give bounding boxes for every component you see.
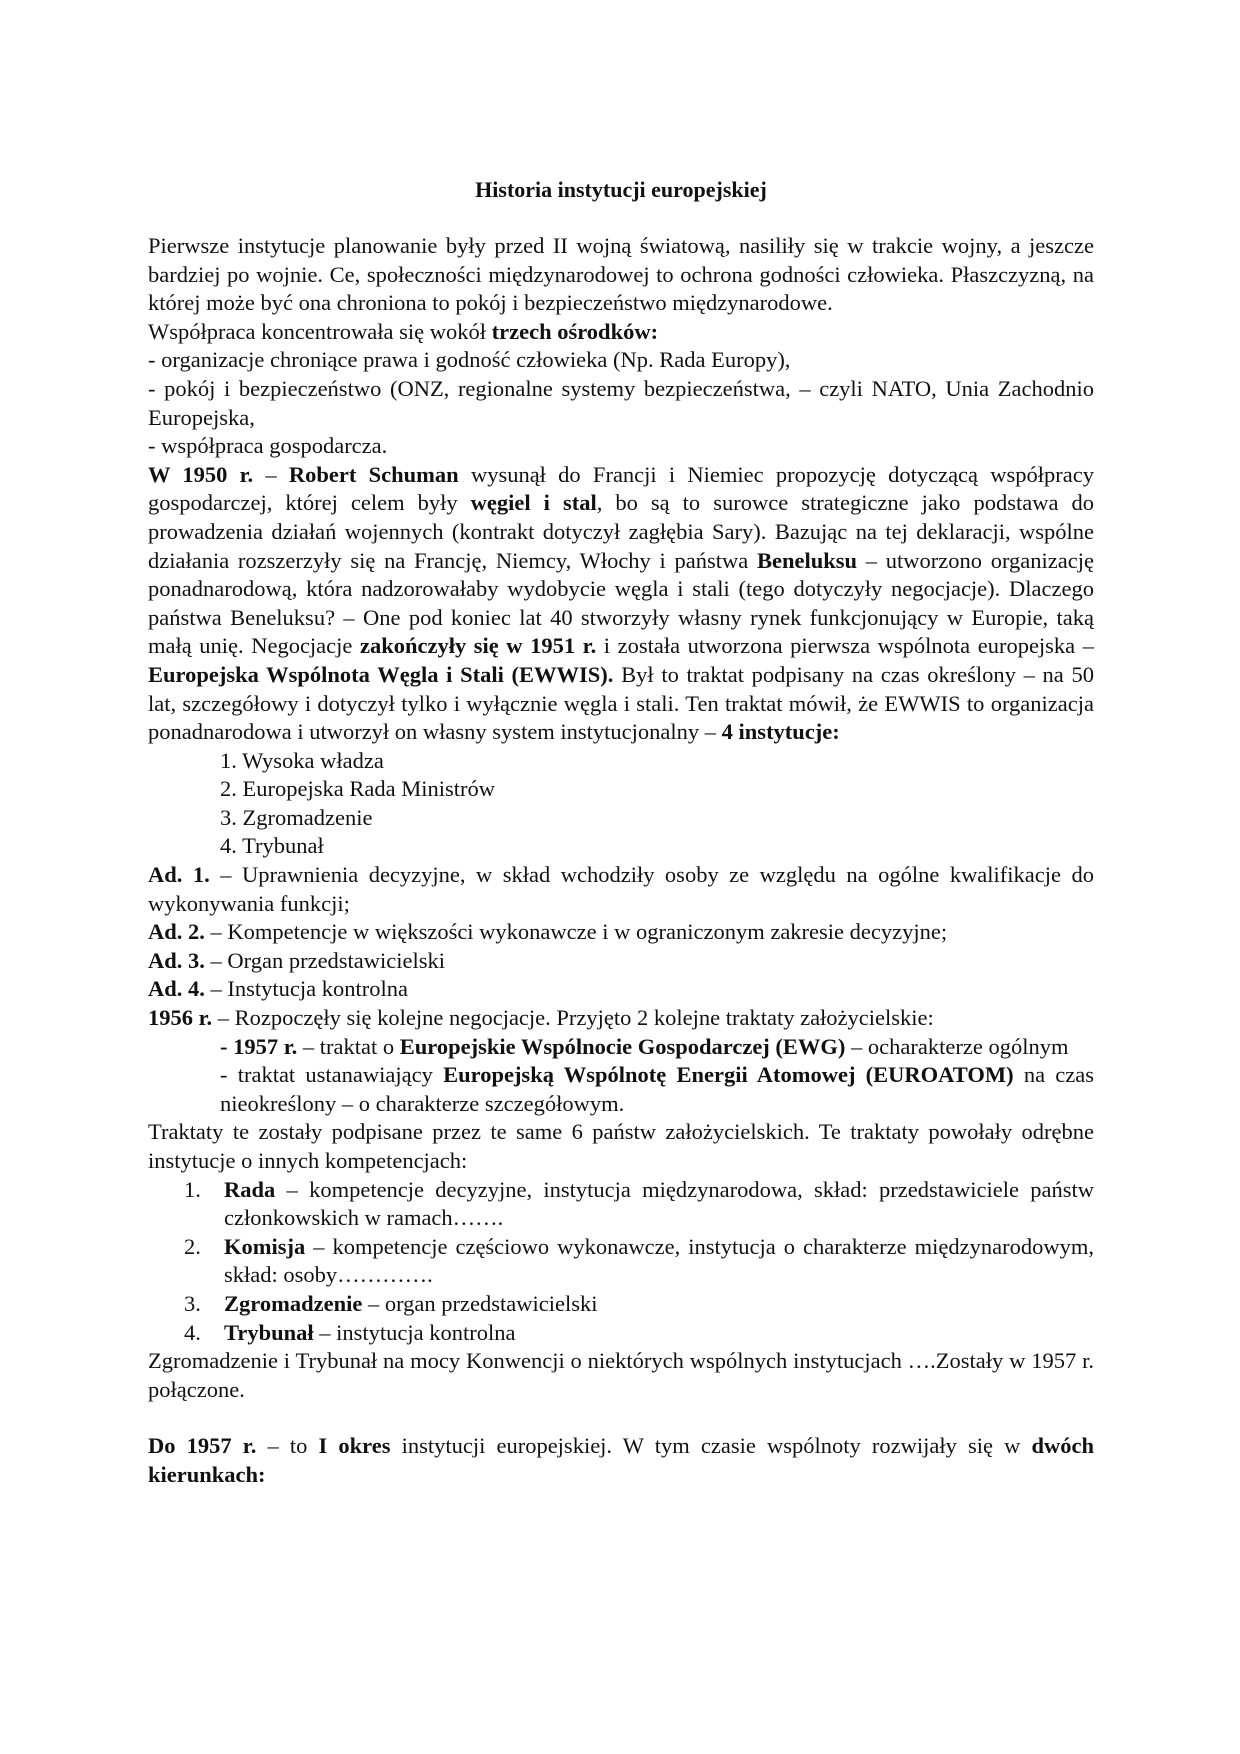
convention-paragraph: Zgromadzenie i Trybunał na mocy Konwencji o niektórych wspólnych instytucjach ….Zostały w 1957 r. połączone. xyxy=(148,1348,1094,1402)
text-run: – Rozpoczęły się kolejne negocjacje. Przyjęto 2 kolejne traktaty założycielskie: xyxy=(212,1005,934,1031)
bold-run: węgiel i stal xyxy=(470,490,597,516)
text-run: Był to traktat podpisany na czas określony – na 50 lat, szczegółowy i dotyczył tylko i wyłącznie węgla i stali. Ten traktat mówił, że EWWIS to organizacja ponadnarodowa i utworzył on własny system instytucjonalny – xyxy=(148,661,1094,745)
text-run: instytucji europejskiej. W tym czasie wspólnoty rozwijały się w xyxy=(390,1433,1032,1459)
text-run: , bo są to surowce strategiczne jako podstawa do prowadzenia działań wojennych (kontrakt dotyczył zagłębia Sary). Bazując na tej deklaracji, wspólne działania rozszerzyły się na Francję, Niemcy, Włochy i państwa xyxy=(148,490,1094,573)
bold-run: Ad. 1. xyxy=(148,862,210,888)
negotiations-1956 xyxy=(148,1004,1094,1033)
body-item xyxy=(148,1319,1094,1348)
bold-run: zakończyły się w 1951 r. xyxy=(359,633,597,659)
treaty-euroatom xyxy=(148,1061,1094,1118)
spacer xyxy=(148,1404,1094,1432)
bold-run: W 1950 r. xyxy=(148,461,254,487)
text-run: – kompetencje decyzyjne, instytucja międzynarodowa, skład: przedstawiciele państw członkowskich w ramach……. xyxy=(224,1176,1094,1231)
text-run: – traktat o xyxy=(297,1033,400,1059)
bold-run: Europejskie Wspólnocie Gospodarczej (EWG) xyxy=(399,1033,846,1059)
institution-item: 4. Trybunał xyxy=(220,833,324,859)
bold-run: Zgromadzenie xyxy=(224,1290,363,1316)
institution-item: 2. Europejska Rada Ministrów xyxy=(220,776,495,802)
body-item xyxy=(148,1233,1094,1290)
ad-item-1 xyxy=(148,861,1094,918)
institution-item: 3. Zgromadzenie xyxy=(220,804,373,830)
bold-run: Ad. 3. xyxy=(148,947,205,973)
cooperation-item-2: - pokój i bezpieczeństwo (ONZ, regionalne systemy bezpieczeństwa, – czyli NATO, Unia Zachodnio Europejska, xyxy=(148,375,1094,430)
institutions-list xyxy=(148,747,1094,861)
text-run: – kompetencje częściowo wykonawcze, instytucja o charakterze międzynarodowym, skład: osoby…………. xyxy=(224,1233,1094,1288)
first-period-paragraph xyxy=(148,1432,1094,1489)
text-run: – Kompetencje w większości wykonawcze i w ograniczonym zakresie decyzyjne; xyxy=(204,919,948,945)
bold-run: Robert Schuman xyxy=(288,461,459,487)
ad-item-4 xyxy=(148,975,1094,1004)
bold-run: Komisja xyxy=(224,1233,306,1259)
text-run: wysunął do Francji i Niemiec propozycję dotyczącą współpracy gospodarczej, której celem były xyxy=(148,461,1095,516)
cooperation-item-3: - współpraca gospodarcza. xyxy=(148,433,388,459)
bold-run: Trybunał xyxy=(224,1319,314,1345)
bold-run: Ad. 2. xyxy=(148,919,205,945)
text-run: – utworzono organizację ponadnarodową, która nadzorowałaby wydobycie węgla i stali (tego dotyczyły negocjacje). Dlaczego państwa Beneluksu? – One pod koniec lat 40 stworzyły własny rynek funkcjonujący w Europie, taką małą unię. Negocjacje xyxy=(148,547,1094,659)
text-run: - traktat ustanawiający xyxy=(220,1062,444,1088)
text-run: Współpraca koncentrowała się wokół xyxy=(148,318,492,344)
bold-run: Do 1957 r. xyxy=(148,1433,257,1459)
text-run: – xyxy=(253,461,289,487)
bold-run: 4 instytucje: xyxy=(721,719,840,745)
intro-paragraph: Pierwsze instytucje planowanie były przed II wojną światową, nasiliły się w trakcie wojny, a jeszcze bardziej po wojnie. Ce, społeczności międzynarodowej to ochrona godności człowieka. Płaszczyzną, na której może być ona chroniona to pokój i bezpieczeństwo międzynarodowe. xyxy=(148,233,1094,316)
text-run: – organ przedstawicielski xyxy=(362,1290,598,1316)
text-run: – ocharakterze ogólnym xyxy=(845,1033,1069,1059)
text-run: – instytucja kontrolna xyxy=(313,1319,516,1345)
text-run: i została utworzona pierwsza wspólnota europejska – xyxy=(596,633,1094,659)
bold-run: Beneluksu xyxy=(756,547,858,573)
bold-run: - 1957 r. xyxy=(220,1033,298,1059)
text-run: – Uprawnienia decyzyjne, w skład wchodziły osoby ze względu na ogólne kwalifikacje do wykonywania funkcji; xyxy=(148,862,1094,916)
body-item xyxy=(148,1290,1094,1319)
bold-run: Ad. 4. xyxy=(148,976,205,1002)
text-run: – to xyxy=(256,1433,319,1459)
bodies-list xyxy=(148,1176,1094,1348)
text-run: – Instytucja kontrolna xyxy=(204,976,408,1002)
bold-run: Rada xyxy=(224,1176,276,1202)
cooperation-item-1: - organizacje chroniące prawa i godność człowieka (Np. Rada Europy), xyxy=(148,347,791,373)
document-body xyxy=(148,232,1094,1490)
body-item xyxy=(148,1176,1094,1233)
institution-item: 1. Wysoka władza xyxy=(220,747,384,773)
schuman-paragraph xyxy=(148,461,1094,747)
bold-run: Europejską Wspólnotę Energii Atomowej (EUROATOM) xyxy=(443,1062,1014,1088)
document-title: Historia instytucji europejskiej xyxy=(475,177,767,202)
treaties-paragraph: Traktaty te zostały podpisane przez te same 6 państw założycielskich. Te traktaty powołały odrębne instytucje o innych kompetencjach: xyxy=(148,1119,1094,1173)
item-number: 2. xyxy=(184,1233,201,1259)
item-number: 1. xyxy=(184,1176,201,1202)
bold-run: trzech ośrodków: xyxy=(491,318,659,344)
bold-run: 1956 r. xyxy=(148,1005,213,1031)
treaty-ewg xyxy=(148,1033,1094,1062)
bold-run: Europejska Wspólnota Węgla i Stali (EWWIS). xyxy=(148,661,614,687)
ad-item-3 xyxy=(148,947,1094,976)
text-run: na czas nieokreślony – o charakterze szczegółowym. xyxy=(220,1062,1094,1116)
ad-item-2 xyxy=(148,918,1094,947)
cooperation-intro xyxy=(148,318,1094,347)
item-number: 4. xyxy=(184,1319,201,1345)
bold-run: I okres xyxy=(318,1433,391,1459)
item-number: 3. xyxy=(184,1290,201,1316)
bold-run: dwóch kierunkach: xyxy=(148,1433,1094,1487)
text-run: – Organ przedstawicielski xyxy=(204,947,446,973)
